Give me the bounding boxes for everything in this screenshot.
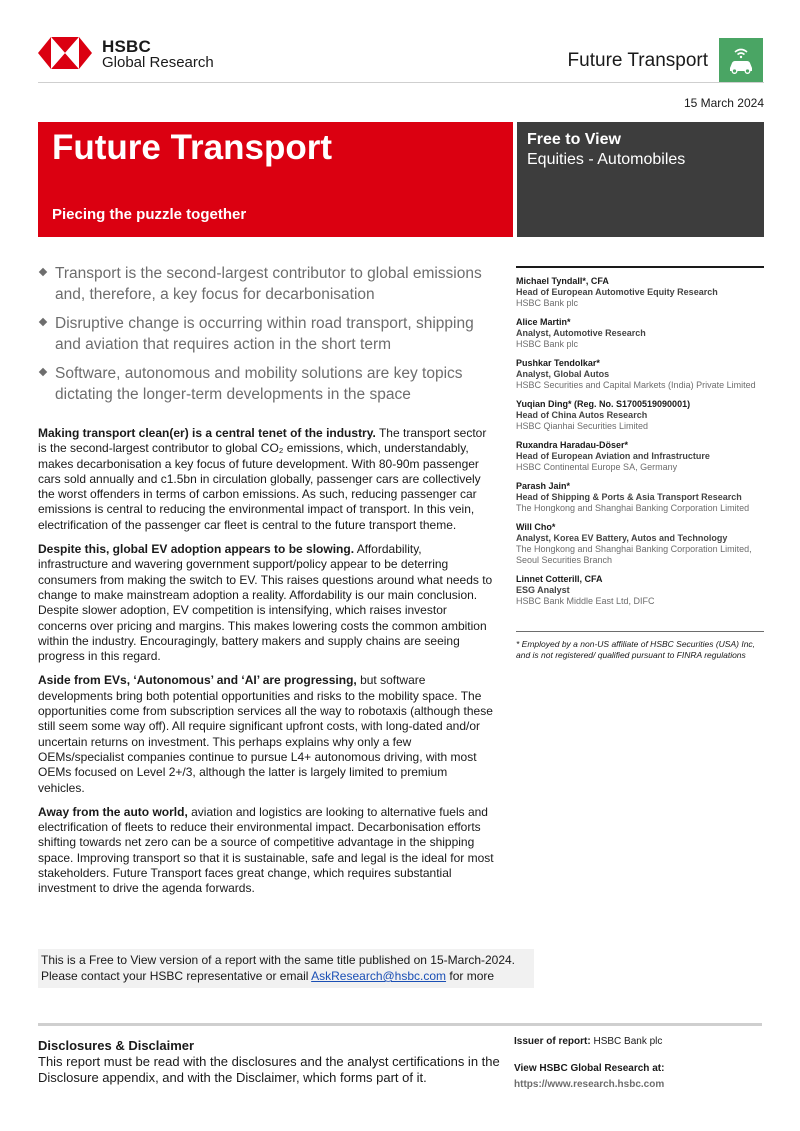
diamond-bullet-icon bbox=[39, 318, 47, 326]
car-wifi-icon bbox=[719, 38, 763, 82]
contact-text: Please contact your HSBC representative or email AskResearch@hsbc.com for more bbox=[41, 969, 495, 983]
analysts-bottom-divider bbox=[516, 631, 764, 632]
analyst-name: Will Cho* bbox=[516, 522, 556, 532]
analyst-firm: HSBC Continental Europe SA, Germany bbox=[516, 462, 678, 472]
header-divider bbox=[38, 82, 764, 83]
employment-footnote: * Employed by a non-US affiliate of HSBC Securities (USA) Inc, and is not registered/ qualified pursuant to FINRA regulations bbox=[516, 639, 756, 660]
analyst-name: Parash Jain* bbox=[516, 481, 571, 491]
analyst-firm: HSBC Bank Middle East Ltd, DIFC bbox=[516, 596, 655, 606]
key-points bbox=[38, 263, 498, 413]
analyst-name: Pushkar Tendolkar* bbox=[516, 358, 600, 368]
sector-label: Equities - Automobiles bbox=[527, 151, 686, 168]
body-paragraph: Away from the auto world, aviation and logistics are looking to alternative fuels and electrification of fleets to reduce their environmental impact. Decarbonisation efforts shifting towards net zero can be a source of competitive advantage in the shipping space. Improving transport so that it is sustainable, safe and legal is the ideal for most stakeholders. Future Transport faces great change, which requires substantial investment to drive the agenda forwards. bbox=[38, 804, 494, 896]
analyst-role: Head of China Autos Research bbox=[516, 410, 648, 420]
analyst-entry bbox=[516, 574, 766, 607]
analyst-firm: The Hongkong and Shanghai Banking Corporation Limited bbox=[516, 503, 750, 513]
email-link[interactable]: AskResearch@hsbc.com bbox=[311, 969, 447, 983]
disclosures-title: Disclosures & Disclaimer bbox=[38, 1038, 195, 1053]
analyst-entry bbox=[516, 276, 766, 309]
research-url-link[interactable]: https://www.research.hsbc.com bbox=[514, 1079, 665, 1090]
analyst-entry bbox=[516, 317, 766, 350]
analyst-role: Head of Shipping & Ports & Asia Transport Research bbox=[516, 492, 742, 502]
analyst-entry bbox=[516, 522, 766, 566]
analysts-top-divider bbox=[516, 266, 764, 268]
issuer-line: Issuer of report: HSBC Bank plc bbox=[514, 1036, 663, 1047]
analyst-entry bbox=[516, 399, 766, 432]
hsbc-hexagon-logo bbox=[38, 37, 92, 69]
analyst-entry bbox=[516, 358, 766, 391]
disclosures-text: This report must be read with the disclosures and the analyst certifications in the Disclosure appendix, and with the Disclaimer, which forms part of it. bbox=[38, 1054, 500, 1085]
analyst-role: Analyst, Global Autos bbox=[516, 369, 610, 379]
analyst-name: Linnet Cotterill, CFA bbox=[516, 574, 603, 584]
analyst-list bbox=[516, 276, 766, 615]
view-research-label: View HSBC Global Research at: bbox=[514, 1063, 665, 1074]
key-point: Disruptive change is occurring within road transport, shipping and aviation that requires action in the short term bbox=[38, 313, 498, 355]
analyst-role: Analyst, Automotive Research bbox=[516, 328, 646, 338]
report-body bbox=[38, 426, 494, 906]
analyst-entry bbox=[516, 440, 766, 473]
analyst-firm: HSBC Bank plc bbox=[516, 339, 579, 349]
free-to-view-text: This is a Free to View version of a report with the same title published on 15-March-2024. bbox=[41, 953, 516, 967]
diamond-bullet-icon bbox=[39, 368, 47, 376]
analyst-role: Head of European Aviation and Infrastructure bbox=[516, 451, 710, 461]
key-point: Transport is the second-largest contributor to global emissions and, therefore, a key focus for decarbonisation bbox=[38, 263, 498, 305]
analyst-firm: HSBC Securities and Capital Markets (India) Private Limited bbox=[516, 380, 756, 390]
diamond-bullet-icon bbox=[39, 268, 47, 276]
key-point: Software, autonomous and mobility solutions are key topics dictating the longer-term developments in the space bbox=[38, 363, 498, 405]
analyst-role: Head of European Automotive Equity Research bbox=[516, 287, 718, 297]
report-subtitle: Piecing the puzzle together bbox=[52, 206, 247, 223]
body-paragraph: Aside from EVs, ‘Autonomous’ and ‘AI’ are progressing, but software developments bring both potential opportunities and risks to the mobility space. The opportunities come from subscription services all the way to robotaxis (although these still seem some way off). All require significant upfront costs, with long-dated and/or uncertain returns on investment. This perhaps explains why only a few OEMs/specialist companies continue to pursue L4+ autonomous driving, with most OEMs focused on Level 2+/3, although the latter is largely limited to premium vehicles. bbox=[38, 673, 493, 795]
analyst-name: Ruxandra Haradau-Döser* bbox=[516, 440, 629, 450]
brand-name: HSBC bbox=[102, 37, 151, 56]
body-paragraph: Making transport clean(er) is a central tenet of the industry. The transport sector is the second-largest contributor to global CO₂ emissions, which, understandably, makes decarbonisation a key focus of future development. With 80-90m passenger cars sold annually and c1.5bn in circulation globally, passenger cars are collectively the worst offenders in terms of carbon emissions. As such, reducing passenger car emissions is central to reducing the environmental impact of transport. In this vein, electrification of the passenger car fleet is central to the future transport theme. bbox=[38, 426, 487, 532]
body-paragraph: Despite this, global EV adoption appears to be slowing. Affordability, infrastructure and wavering government support/policy appear to be deterring consumers from making the switch to EV. This raises questions around what needs to change to make mainstream adoption a reality. Affordability is our main conclusion. Despite slower adoption, EV competition is intensifying, which raises investor concerns over pricing and margins. This makes lowering costs the common ambition within the industry. Encouragingly, battery makers and supply chains are seeing progress in this regard. bbox=[38, 542, 493, 664]
report-date: 15 March 2024 bbox=[683, 96, 764, 110]
analyst-name: Michael Tyndall*, CFA bbox=[516, 276, 609, 286]
analyst-firm: HSBC Qianhai Securities Limited bbox=[516, 421, 649, 431]
analyst-entry bbox=[516, 481, 766, 514]
footer-divider bbox=[38, 1023, 762, 1026]
analyst-firm: The Hongkong and Shanghai Banking Corporation Limited, Seoul Securities Branch bbox=[516, 544, 752, 565]
analyst-role: Analyst, Korea EV Battery, Autos and Technology bbox=[516, 533, 728, 543]
analyst-name: Alice Martin* bbox=[516, 317, 571, 327]
report-title: Future Transport bbox=[52, 128, 333, 167]
analyst-firm: HSBC Bank plc bbox=[516, 298, 579, 308]
access-label: Free to View bbox=[527, 131, 621, 148]
analyst-role: ESG Analyst bbox=[516, 585, 570, 595]
report-series-title: Future Transport bbox=[567, 50, 708, 71]
analyst-name: Yuqian Ding* (Reg. No. S1700519090001) bbox=[516, 399, 691, 409]
brand-subtitle: Global Research bbox=[102, 54, 214, 71]
